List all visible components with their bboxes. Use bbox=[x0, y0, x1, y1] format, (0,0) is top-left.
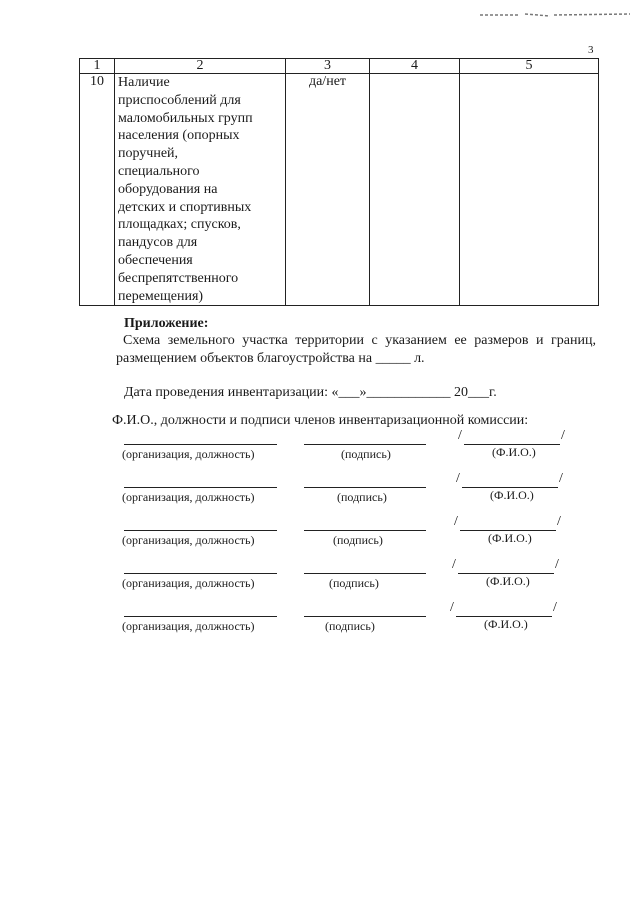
column-header: 5 bbox=[460, 59, 599, 74]
slash-left: / bbox=[458, 428, 462, 443]
org-line bbox=[124, 487, 277, 488]
org-line bbox=[124, 444, 277, 445]
row-col4 bbox=[370, 74, 460, 306]
row-col5 bbox=[460, 74, 599, 306]
slash-left: / bbox=[456, 471, 460, 486]
fio-label: (Ф.И.О.) bbox=[492, 445, 536, 459]
org-label: (организация, должность) bbox=[122, 490, 255, 504]
org-label: (организация, должность) bbox=[122, 533, 255, 547]
org-label: (организация, должность) bbox=[122, 619, 255, 633]
org-line bbox=[124, 573, 277, 574]
signature-row bbox=[0, 473, 640, 513]
sign-line bbox=[304, 616, 426, 617]
appendix-text: Схема земельного участка территории с указанием ее размеров и границ, размещением объектов благоустройства на _____ л. bbox=[116, 333, 596, 366]
slash-left: / bbox=[454, 514, 458, 529]
column-header: 2 bbox=[115, 59, 286, 74]
table-row bbox=[80, 74, 599, 306]
row-unit: да/нет bbox=[286, 74, 370, 306]
row-name: Наличие приспособлений для маломобильных групп населения (опорных поручней, специального оборудования на детских и спортивных площадках; спусков, пандусов для обеспечения беспрепятственного перемещения) bbox=[115, 74, 286, 306]
slash-right: / bbox=[555, 557, 559, 572]
fio-label: (Ф.И.О.) bbox=[488, 531, 532, 545]
signature-row bbox=[0, 516, 640, 556]
signature-row bbox=[0, 559, 640, 599]
slash-right: / bbox=[561, 428, 565, 443]
slash-right: / bbox=[559, 471, 563, 486]
sign-label: (подпись) bbox=[329, 576, 379, 590]
sign-label: (подпись) bbox=[337, 490, 387, 504]
org-line bbox=[124, 530, 277, 531]
org-label: (организация, должность) bbox=[122, 576, 255, 590]
sign-label: (подпись) bbox=[341, 447, 391, 461]
sign-line bbox=[304, 444, 426, 445]
page-number: 3 bbox=[588, 44, 594, 56]
signature-row bbox=[0, 430, 640, 470]
sign-line bbox=[304, 530, 426, 531]
signature-row bbox=[0, 602, 640, 642]
inventory-table bbox=[79, 58, 599, 306]
fio-label: (Ф.И.О.) bbox=[486, 574, 530, 588]
fio-label: (Ф.И.О.) bbox=[484, 617, 528, 631]
inventory-date: Дата проведения инвентаризации: «___»____________ 20___г. bbox=[124, 385, 497, 400]
slash-right: / bbox=[557, 514, 561, 529]
row-number: 10 bbox=[80, 74, 115, 306]
fio-label: (Ф.И.О.) bbox=[490, 488, 534, 502]
sign-line bbox=[304, 573, 426, 574]
slash-left: / bbox=[452, 557, 456, 572]
table-header-row bbox=[80, 59, 599, 74]
org-label: (организация, должность) bbox=[122, 447, 255, 461]
column-header: 1 bbox=[80, 59, 115, 74]
scan-mark bbox=[480, 4, 630, 8]
sign-label: (подпись) bbox=[325, 619, 375, 633]
org-line bbox=[124, 616, 277, 617]
column-header: 4 bbox=[370, 59, 460, 74]
commission-heading: Ф.И.О., должности и подписи членов инвентаризационной комиссии: bbox=[112, 413, 529, 428]
column-header: 3 bbox=[286, 59, 370, 74]
appendix-title: Приложение: bbox=[124, 316, 209, 331]
slash-right: / bbox=[553, 600, 557, 615]
sign-label: (подпись) bbox=[333, 533, 383, 547]
slash-left: / bbox=[450, 600, 454, 615]
sign-line bbox=[304, 487, 426, 488]
